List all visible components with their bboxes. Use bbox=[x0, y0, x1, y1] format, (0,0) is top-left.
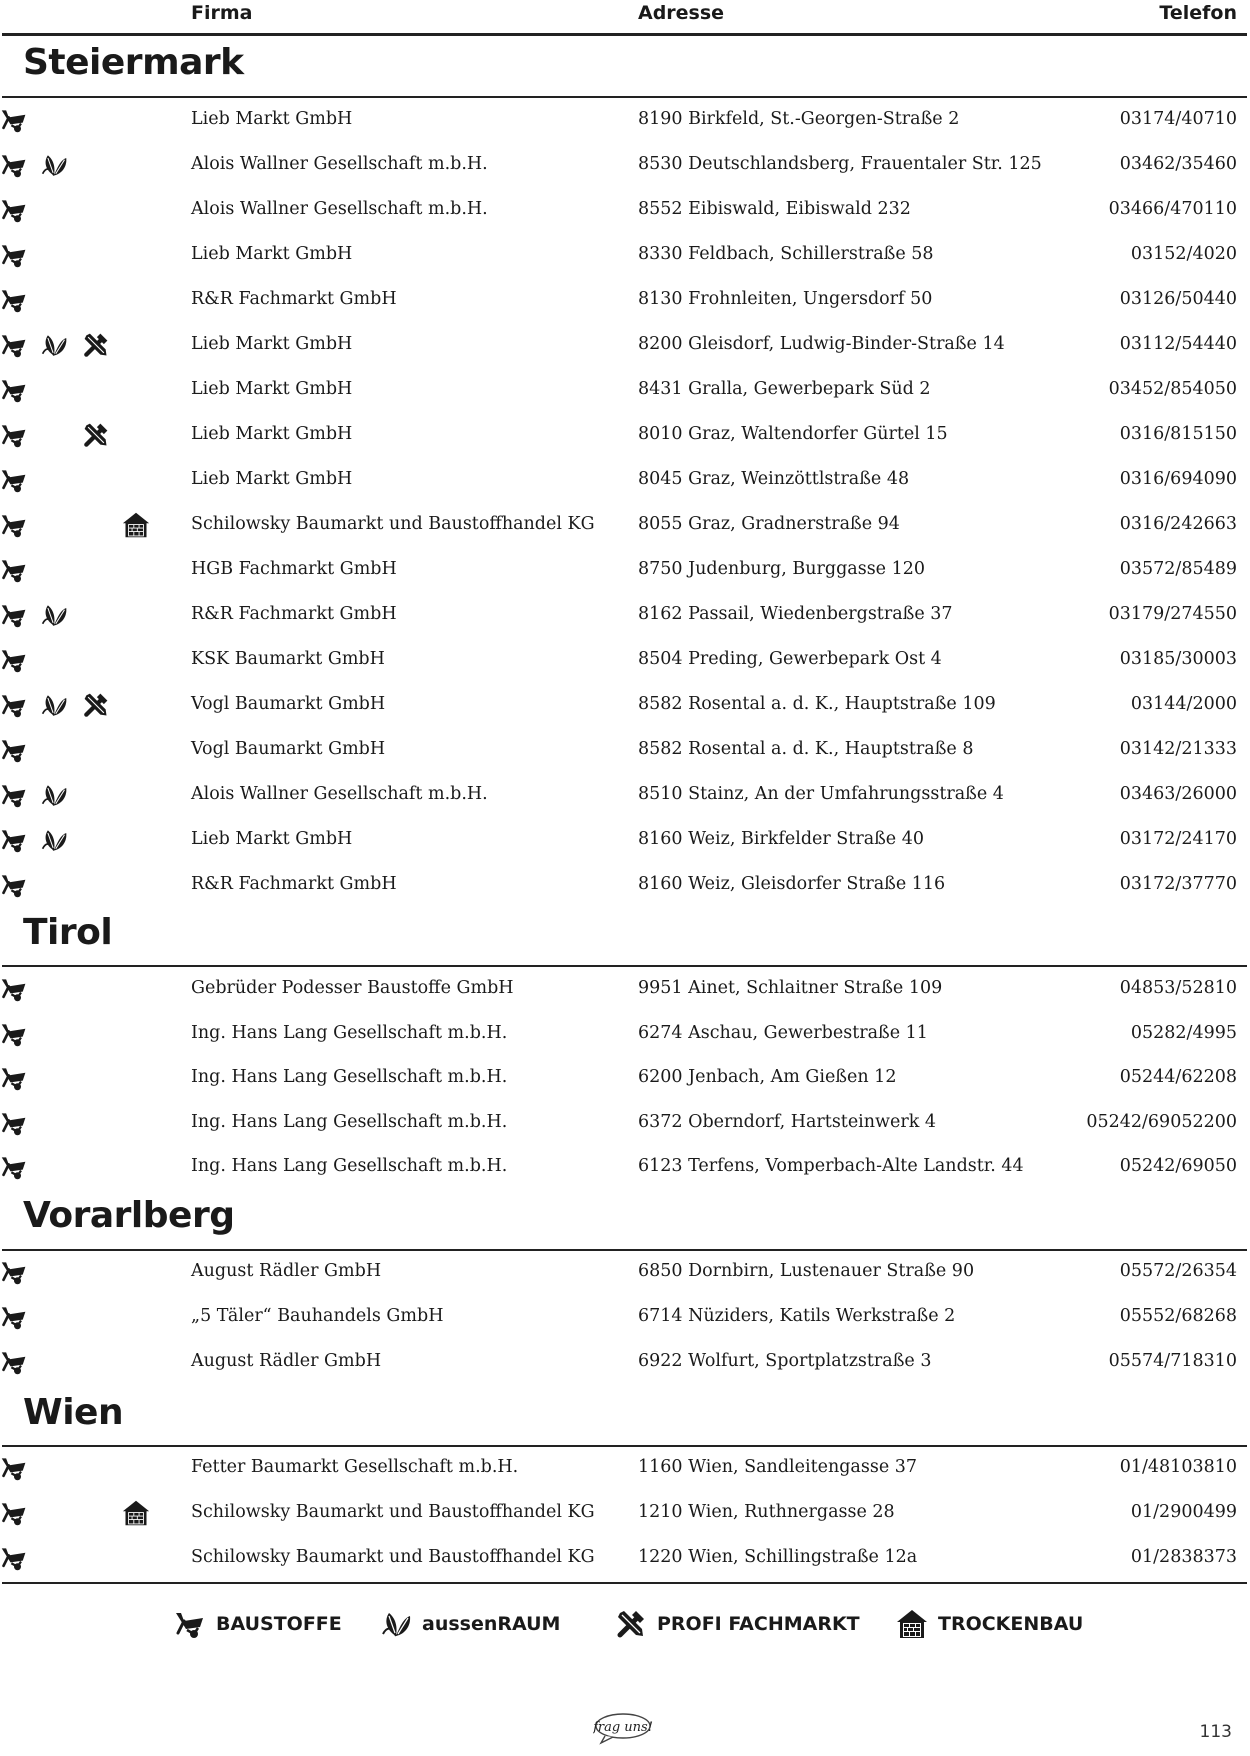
table-row bbox=[0, 728, 1250, 773]
telefon-cell: 03185/30003 bbox=[1119, 649, 1237, 669]
legend-label: aussenRAUM bbox=[422, 1613, 561, 1635]
category-icons bbox=[0, 151, 160, 181]
table-row bbox=[0, 323, 1250, 368]
wheelbarrow-icon bbox=[0, 691, 28, 719]
leaf-icon bbox=[40, 826, 68, 854]
telefon-cell: 05282/4995 bbox=[1130, 1022, 1237, 1043]
adresse-cell: 6922 Wolfurt, Sportplatzstraße 3 bbox=[638, 1351, 932, 1371]
wheelbarrow-icon bbox=[0, 376, 28, 404]
wheelbarrow-icon bbox=[0, 1109, 28, 1137]
firma-cell: Lieb Markt GmbH bbox=[191, 469, 353, 489]
wheelbarrow-icon bbox=[0, 646, 28, 674]
firma-cell: Schilowsky Baumarkt und Baustoffhandel KG bbox=[191, 1502, 595, 1522]
legend-label: BAUSTOFFE bbox=[216, 1613, 342, 1635]
firma-cell: Alois Wallner Gesellschaft m.b.H. bbox=[191, 784, 488, 804]
telefon-cell: 03112/54440 bbox=[1119, 334, 1237, 354]
firma-cell: Vogl Baumarkt GmbH bbox=[191, 739, 386, 759]
table-row bbox=[0, 683, 1250, 728]
wheelbarrow-icon bbox=[0, 1258, 28, 1286]
category-icons bbox=[0, 106, 160, 136]
table-row bbox=[0, 503, 1250, 548]
category-icons bbox=[0, 781, 160, 811]
firma-cell: KSK Baumarkt GmbH bbox=[191, 649, 385, 669]
firma-cell: Lieb Markt GmbH bbox=[191, 244, 353, 264]
wheelbarrow-icon bbox=[0, 1499, 28, 1527]
table-row bbox=[0, 1145, 1250, 1190]
firma-cell: Lieb Markt GmbH bbox=[191, 334, 353, 354]
firma-cell: Lieb Markt GmbH bbox=[191, 829, 353, 849]
firma-cell: Ing. Hans Lang Gesellschaft m.b.H. bbox=[191, 1022, 508, 1043]
telefon-cell: 03172/37770 bbox=[1119, 874, 1237, 894]
firma-cell: Alois Wallner Gesellschaft m.b.H. bbox=[191, 199, 488, 219]
category-icons bbox=[0, 1153, 160, 1183]
tools-icon bbox=[82, 691, 110, 719]
table-row bbox=[0, 1536, 1250, 1581]
telefon-cell: 05552/68268 bbox=[1119, 1306, 1237, 1326]
category-icons bbox=[0, 1109, 160, 1139]
table-row bbox=[0, 368, 1250, 413]
header-firma: Firma bbox=[191, 2, 253, 24]
wheelbarrow-icon bbox=[0, 871, 28, 899]
wheelbarrow-icon bbox=[0, 466, 28, 494]
firma-cell: Alois Wallner Gesellschaft m.b.H. bbox=[191, 154, 488, 174]
leaf-icon bbox=[40, 331, 68, 359]
firma-cell: Lieb Markt GmbH bbox=[191, 109, 353, 129]
wheelbarrow-icon bbox=[0, 1064, 28, 1092]
leaf-icon bbox=[40, 151, 68, 179]
firma-cell: Fetter Baumarkt Gesellschaft m.b.H. bbox=[191, 1457, 519, 1477]
firma-cell: Ing. Hans Lang Gesellschaft m.b.H. bbox=[191, 1156, 508, 1176]
telefon-cell: 04853/52810 bbox=[1119, 978, 1237, 998]
wheelbarrow-icon bbox=[0, 106, 28, 134]
category-icons bbox=[0, 1454, 160, 1484]
wheelbarrow-icon bbox=[0, 421, 28, 449]
adresse-cell: 8510 Stainz, An der Umfahrungsstraße 4 bbox=[638, 784, 1004, 804]
table-row bbox=[0, 863, 1250, 908]
table-row bbox=[0, 773, 1250, 818]
table-row bbox=[0, 1012, 1250, 1057]
category-icons bbox=[0, 601, 160, 631]
table-row bbox=[0, 413, 1250, 458]
category-icons bbox=[0, 511, 160, 541]
adresse-cell: 8162 Passail, Wiedenbergstraße 37 bbox=[638, 604, 953, 624]
telefon-cell: 05244/62208 bbox=[1119, 1067, 1237, 1087]
wheelbarrow-icon bbox=[0, 331, 28, 359]
table-row bbox=[0, 1446, 1250, 1491]
firma-cell: R&R Fachmarkt GmbH bbox=[191, 604, 397, 624]
tools-icon bbox=[82, 421, 110, 449]
adresse-cell: 8582 Rosental a. d. K., Hauptstraße 8 bbox=[638, 739, 974, 759]
wheelbarrow-icon bbox=[0, 781, 28, 809]
page-number: 113 bbox=[1199, 1722, 1232, 1742]
table-row bbox=[0, 98, 1250, 143]
telefon-cell: 0316/815150 bbox=[1119, 424, 1237, 444]
house-icon bbox=[122, 1499, 150, 1527]
firma-cell: Lieb Markt GmbH bbox=[191, 424, 353, 444]
table-row bbox=[0, 548, 1250, 593]
wheelbarrow-icon bbox=[0, 1544, 28, 1572]
adresse-cell: 8530 Deutschlandsberg, Frauentaler Str. 125 bbox=[638, 154, 1042, 174]
table-row bbox=[0, 278, 1250, 323]
wheelbarrow-icon bbox=[0, 601, 28, 629]
telefon-cell: 01/2900499 bbox=[1130, 1502, 1237, 1522]
table-row bbox=[0, 1101, 1250, 1146]
telefon-cell: 03172/24170 bbox=[1119, 829, 1237, 849]
wheelbarrow-icon bbox=[0, 151, 28, 179]
telefon-cell: 03452/854050 bbox=[1108, 379, 1237, 399]
category-icons bbox=[0, 1020, 160, 1050]
category-icons bbox=[0, 286, 160, 316]
adresse-cell: 8190 Birkfeld, St.-Georgen-Straße 2 bbox=[638, 109, 960, 129]
firma-cell: August Rädler GmbH bbox=[191, 1351, 382, 1371]
legend bbox=[0, 1600, 1250, 1648]
wheelbarrow-icon bbox=[0, 196, 28, 224]
adresse-cell: 8330 Feldbach, Schillerstraße 58 bbox=[638, 244, 934, 264]
adresse-cell: 9951 Ainet, Schlaitner Straße 109 bbox=[638, 978, 943, 998]
table-row bbox=[0, 233, 1250, 278]
telefon-cell: 01/2838373 bbox=[1130, 1547, 1237, 1567]
wheelbarrow-icon bbox=[0, 1348, 28, 1376]
telefon-cell: 01/48103810 bbox=[1119, 1457, 1237, 1477]
table-row bbox=[0, 143, 1250, 188]
category-icons bbox=[0, 1258, 160, 1288]
firma-cell: August Rädler GmbH bbox=[191, 1261, 382, 1281]
table-row bbox=[0, 1491, 1250, 1536]
adresse-cell: 8504 Preding, Gewerbepark Ost 4 bbox=[638, 649, 942, 669]
legend-label: PROFI FACHMARKT bbox=[657, 1613, 860, 1635]
region-title: Tirol bbox=[23, 912, 113, 953]
category-icons bbox=[0, 1064, 160, 1094]
region-title: Vorarlberg bbox=[23, 1195, 235, 1236]
telefon-cell: 03126/50440 bbox=[1119, 289, 1237, 309]
region-title: Steiermark bbox=[23, 42, 244, 83]
adresse-cell: 8750 Judenburg, Burggasse 120 bbox=[638, 559, 925, 579]
category-icons bbox=[0, 556, 160, 586]
adresse-cell: 8552 Eibiswald, Eibiswald 232 bbox=[638, 199, 911, 219]
category-icons bbox=[0, 1348, 160, 1378]
table-row bbox=[0, 593, 1250, 638]
header-adresse: Adresse bbox=[638, 2, 725, 24]
wheelbarrow-icon bbox=[0, 736, 28, 764]
adresse-cell: 8582 Rosental a. d. K., Hauptstraße 109 bbox=[638, 694, 996, 714]
table-row bbox=[0, 1056, 1250, 1101]
telefon-cell: 03463/26000 bbox=[1119, 784, 1237, 804]
frag-uns-logo bbox=[593, 1711, 653, 1745]
adresse-cell: 6714 Nüziders, Katils Werkstraße 2 bbox=[638, 1306, 956, 1326]
table-row bbox=[0, 1250, 1250, 1295]
legend-label: TROCKENBAU bbox=[938, 1613, 1084, 1635]
firma-cell: Gebrüder Podesser Baustoffe GmbH bbox=[191, 978, 514, 998]
firma-cell: R&R Fachmarkt GmbH bbox=[191, 289, 397, 309]
wheelbarrow-icon bbox=[0, 1454, 28, 1482]
adresse-cell: 6850 Dornbirn, Lustenauer Straße 90 bbox=[638, 1261, 975, 1281]
wheelbarrow-icon bbox=[0, 241, 28, 269]
adresse-cell: 6372 Oberndorf, Hartsteinwerk 4 bbox=[638, 1111, 937, 1132]
table-header bbox=[0, 0, 1250, 34]
adresse-cell: 6200 Jenbach, Am Gießen 12 bbox=[638, 1067, 897, 1087]
wheelbarrow-icon bbox=[0, 1020, 28, 1048]
table-row bbox=[0, 1295, 1250, 1340]
firma-cell: Vogl Baumarkt GmbH bbox=[191, 694, 386, 714]
category-icons bbox=[0, 646, 160, 676]
adresse-cell: 8130 Frohnleiten, Ungersdorf 50 bbox=[638, 289, 933, 309]
telefon-cell: 05572/26354 bbox=[1119, 1261, 1237, 1281]
adresse-cell: 8055 Graz, Gradnerstraße 94 bbox=[638, 514, 900, 534]
firma-cell: Lieb Markt GmbH bbox=[191, 379, 353, 399]
telefon-cell: 03144/2000 bbox=[1130, 694, 1237, 714]
leaf-icon bbox=[40, 601, 68, 629]
adresse-cell: 1160 Wien, Sandleitengasse 37 bbox=[638, 1457, 918, 1477]
wheelbarrow-icon bbox=[0, 286, 28, 314]
category-icons bbox=[0, 331, 160, 361]
adresse-cell: 8160 Weiz, Gleisdorfer Straße 116 bbox=[638, 874, 946, 894]
svg-text:frag uns!: frag uns! bbox=[593, 1720, 653, 1735]
adresse-cell: 8200 Gleisdorf, Ludwig-Binder-Straße 14 bbox=[638, 334, 1005, 354]
adresse-cell: 8045 Graz, Weinzöttlstraße 48 bbox=[638, 469, 910, 489]
category-icons bbox=[0, 975, 160, 1005]
firma-cell: HGB Fachmarkt GmbH bbox=[191, 559, 397, 579]
table-row bbox=[0, 1340, 1250, 1385]
region-title: Wien bbox=[23, 1392, 124, 1433]
leaf-icon bbox=[40, 691, 68, 719]
telefon-cell: 03572/85489 bbox=[1119, 559, 1237, 579]
wheelbarrow-icon bbox=[0, 1303, 28, 1331]
telefon-cell: 03174/40710 bbox=[1119, 109, 1237, 129]
category-icons bbox=[0, 736, 160, 766]
telefon-cell: 0316/694090 bbox=[1119, 469, 1237, 489]
category-icons bbox=[0, 1499, 160, 1529]
header-telefon: Telefon bbox=[1159, 2, 1237, 24]
firma-cell: Ing. Hans Lang Gesellschaft m.b.H. bbox=[191, 1111, 508, 1132]
category-icons bbox=[0, 826, 160, 856]
category-icons bbox=[0, 1544, 160, 1574]
wheelbarrow-icon bbox=[0, 826, 28, 854]
telefon-cell: 05242/69052200 bbox=[1086, 1111, 1237, 1132]
category-icons bbox=[0, 241, 160, 271]
category-icons bbox=[0, 466, 160, 496]
adresse-cell: 8431 Gralla, Gewerbepark Süd 2 bbox=[638, 379, 931, 399]
category-icons bbox=[0, 871, 160, 901]
wheelbarrow-icon bbox=[0, 975, 28, 1003]
table-row bbox=[0, 818, 1250, 863]
tools-icon bbox=[82, 331, 110, 359]
firma-cell: Ing. Hans Lang Gesellschaft m.b.H. bbox=[191, 1067, 508, 1087]
wheelbarrow-icon bbox=[0, 556, 28, 584]
telefon-cell: 03179/274550 bbox=[1108, 604, 1237, 624]
adresse-cell: 6274 Aschau, Gewerbestraße 11 bbox=[638, 1022, 928, 1043]
category-icons bbox=[0, 196, 160, 226]
telefon-cell: 05574/718310 bbox=[1108, 1351, 1237, 1371]
telefon-cell: 03152/4020 bbox=[1130, 244, 1237, 264]
adresse-cell: 1220 Wien, Schillingstraße 12a bbox=[638, 1547, 918, 1567]
bottom-rule bbox=[2, 1582, 1247, 1584]
table-row bbox=[0, 188, 1250, 233]
telefon-cell: 03466/470110 bbox=[1108, 199, 1237, 219]
adresse-cell: 8160 Weiz, Birkfelder Straße 40 bbox=[638, 829, 924, 849]
telefon-cell: 0316/242663 bbox=[1119, 514, 1237, 534]
category-icons bbox=[0, 691, 160, 721]
house-icon bbox=[122, 511, 150, 539]
category-icons bbox=[0, 421, 160, 451]
adresse-cell: 8010 Graz, Waltendorfer Gürtel 15 bbox=[638, 424, 948, 444]
category-icons bbox=[0, 1303, 160, 1333]
telefon-cell: 05242/69050 bbox=[1119, 1156, 1237, 1176]
firma-cell: Schilowsky Baumarkt und Baustoffhandel KG bbox=[191, 514, 595, 534]
table-row bbox=[0, 967, 1250, 1012]
firma-cell: Schilowsky Baumarkt und Baustoffhandel KG bbox=[191, 1547, 595, 1567]
category-icons bbox=[0, 376, 160, 406]
telefon-cell: 03462/35460 bbox=[1119, 154, 1237, 174]
table-row bbox=[0, 638, 1250, 683]
firma-cell: R&R Fachmarkt GmbH bbox=[191, 874, 397, 894]
adresse-cell: 1210 Wien, Ruthnergasse 28 bbox=[638, 1502, 895, 1522]
leaf-icon bbox=[40, 781, 68, 809]
header-rule bbox=[2, 33, 1247, 36]
wheelbarrow-icon bbox=[0, 1153, 28, 1181]
table-row bbox=[0, 458, 1250, 503]
wheelbarrow-icon bbox=[0, 511, 28, 539]
telefon-cell: 03142/21333 bbox=[1119, 739, 1237, 759]
adresse-cell: 6123 Terfens, Vomperbach-Alte Landstr. 44 bbox=[638, 1156, 1024, 1176]
firma-cell: „5 Täler“ Bauhandels GmbH bbox=[191, 1306, 444, 1326]
